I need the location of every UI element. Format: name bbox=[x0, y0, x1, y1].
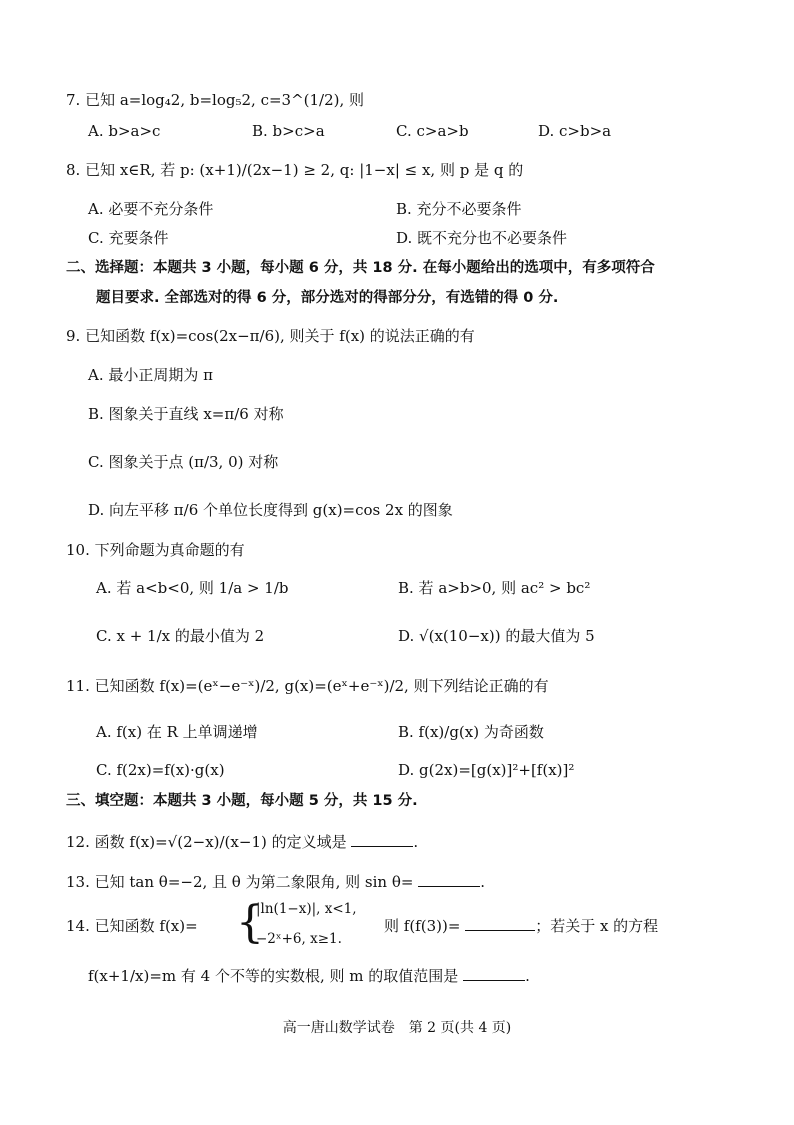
q12-answer-blank[interactable] bbox=[351, 832, 413, 847]
q14-mid-text: 则 f(f(3))= bbox=[384, 917, 461, 935]
q7-stem: 7. 已知 a=log₄2, b=log₅2, c=3^(1/2), 则 bbox=[66, 91, 365, 109]
q14-piecewise-brace: { bbox=[236, 897, 264, 948]
q11-option-b: B. f(x)/g(x) 为奇函数 bbox=[398, 723, 544, 741]
q8-option-b: B. 充分不必要条件 bbox=[396, 200, 522, 218]
q8-stem: 8. 已知 x∈R, 若 p: (x+1)/(2x−1) ≥ 2, q: |1−x| ≤ x, 则 p 是 q 的 bbox=[66, 161, 524, 179]
q10-option-b: B. 若 a>b>0, 则 ac² > bc² bbox=[398, 579, 591, 597]
q14-case1: |ln(1−x)|, x<1, bbox=[256, 901, 357, 917]
q7-option-b: B. b>c>a bbox=[252, 122, 325, 140]
q13-answer-blank[interactable] bbox=[418, 872, 480, 887]
page-footer: 高一唐山数学试卷 第 2 页(共 4 页) bbox=[282, 1020, 512, 1036]
q9-option-c: C. 图象关于点 (π/3, 0) 对称 bbox=[88, 453, 279, 471]
section3-heading: 三、填空题：本题共 3 小题，每小题 5 分，共 15 分. bbox=[66, 793, 418, 809]
q8-option-a: A. 必要不充分条件 bbox=[88, 200, 214, 218]
q12-end: . bbox=[413, 833, 419, 851]
q12-text: 12. 函数 f(x)=√(2−x)/(x−1) 的定义域是 bbox=[66, 833, 347, 851]
q14-answer-blank-2[interactable] bbox=[463, 966, 525, 981]
q11-option-a: A. f(x) 在 R 上单调递增 bbox=[96, 723, 258, 741]
q12-stem bbox=[66, 832, 418, 852]
q7-option-a: A. b>a>c bbox=[88, 122, 161, 140]
q10-option-a: A. 若 a<b<0, 则 1/a > 1/b bbox=[96, 579, 289, 597]
q11-option-c: C. f(2x)=f(x)·g(x) bbox=[96, 761, 225, 779]
q14-line2 bbox=[88, 966, 530, 986]
q14-tail: ；若关于 x 的方程 bbox=[535, 917, 659, 935]
q10-stem: 10. 下列命题为真命题的有 bbox=[66, 541, 245, 559]
q14-case2: −2ˣ+6, x≥1. bbox=[256, 931, 342, 947]
section2-heading: 二、选择题：本题共 3 小题，每小题 6 分，共 18 分. 在每小题给出的选项中，有多项符合 bbox=[66, 260, 655, 276]
q9-stem: 9. 已知函数 f(x)=cos(2x−π/6), 则关于 f(x) 的说法正确的有 bbox=[66, 327, 475, 345]
q9-option-d: D. 向左平移 π/6 个单位长度得到 g(x)=cos 2x 的图象 bbox=[88, 501, 453, 519]
section2-heading-cont: 题目要求. 全部选对的得 6 分，部分选对的得部分分，有选错的得 0 分. bbox=[96, 290, 559, 306]
q8-option-d: D. 既不充分也不必要条件 bbox=[396, 229, 568, 247]
q8-option-c: C. 充要条件 bbox=[88, 229, 169, 247]
q7-option-d: D. c>b>a bbox=[538, 122, 612, 140]
q11-stem: 11. 已知函数 f(x)=(eˣ−e⁻ˣ)/2, g(x)=(eˣ+e⁻ˣ)/2, 则下列结论正确的有 bbox=[66, 677, 549, 695]
q14-end: . bbox=[525, 967, 530, 985]
q7-option-c: C. c>a>b bbox=[396, 122, 469, 140]
q14-line2-text: f(x+1/x)=m 有 4 个不等的实数根, 则 m 的取值范围是 bbox=[88, 967, 459, 985]
q10-option-d: D. √(x(10−x)) 的最大值为 5 bbox=[398, 627, 595, 645]
q14-answer-blank-1[interactable] bbox=[465, 916, 535, 931]
q13-text: 13. 已知 tan θ=−2, 且 θ 为第二象限角, 则 sin θ= bbox=[66, 873, 414, 891]
q13-stem bbox=[66, 872, 485, 892]
q9-option-b: B. 图象关于直线 x=π/6 对称 bbox=[88, 405, 284, 423]
q9-option-a: A. 最小正周期为 π bbox=[88, 366, 213, 384]
q10-option-c: C. x + 1/x 的最小值为 2 bbox=[96, 627, 265, 645]
q14-mid bbox=[384, 916, 658, 936]
q11-option-d: D. g(2x)=[g(x)]²+[f(x)]² bbox=[398, 761, 575, 779]
q13-end: . bbox=[480, 873, 485, 891]
q14-stem: 14. 已知函数 f(x)= bbox=[66, 917, 198, 935]
